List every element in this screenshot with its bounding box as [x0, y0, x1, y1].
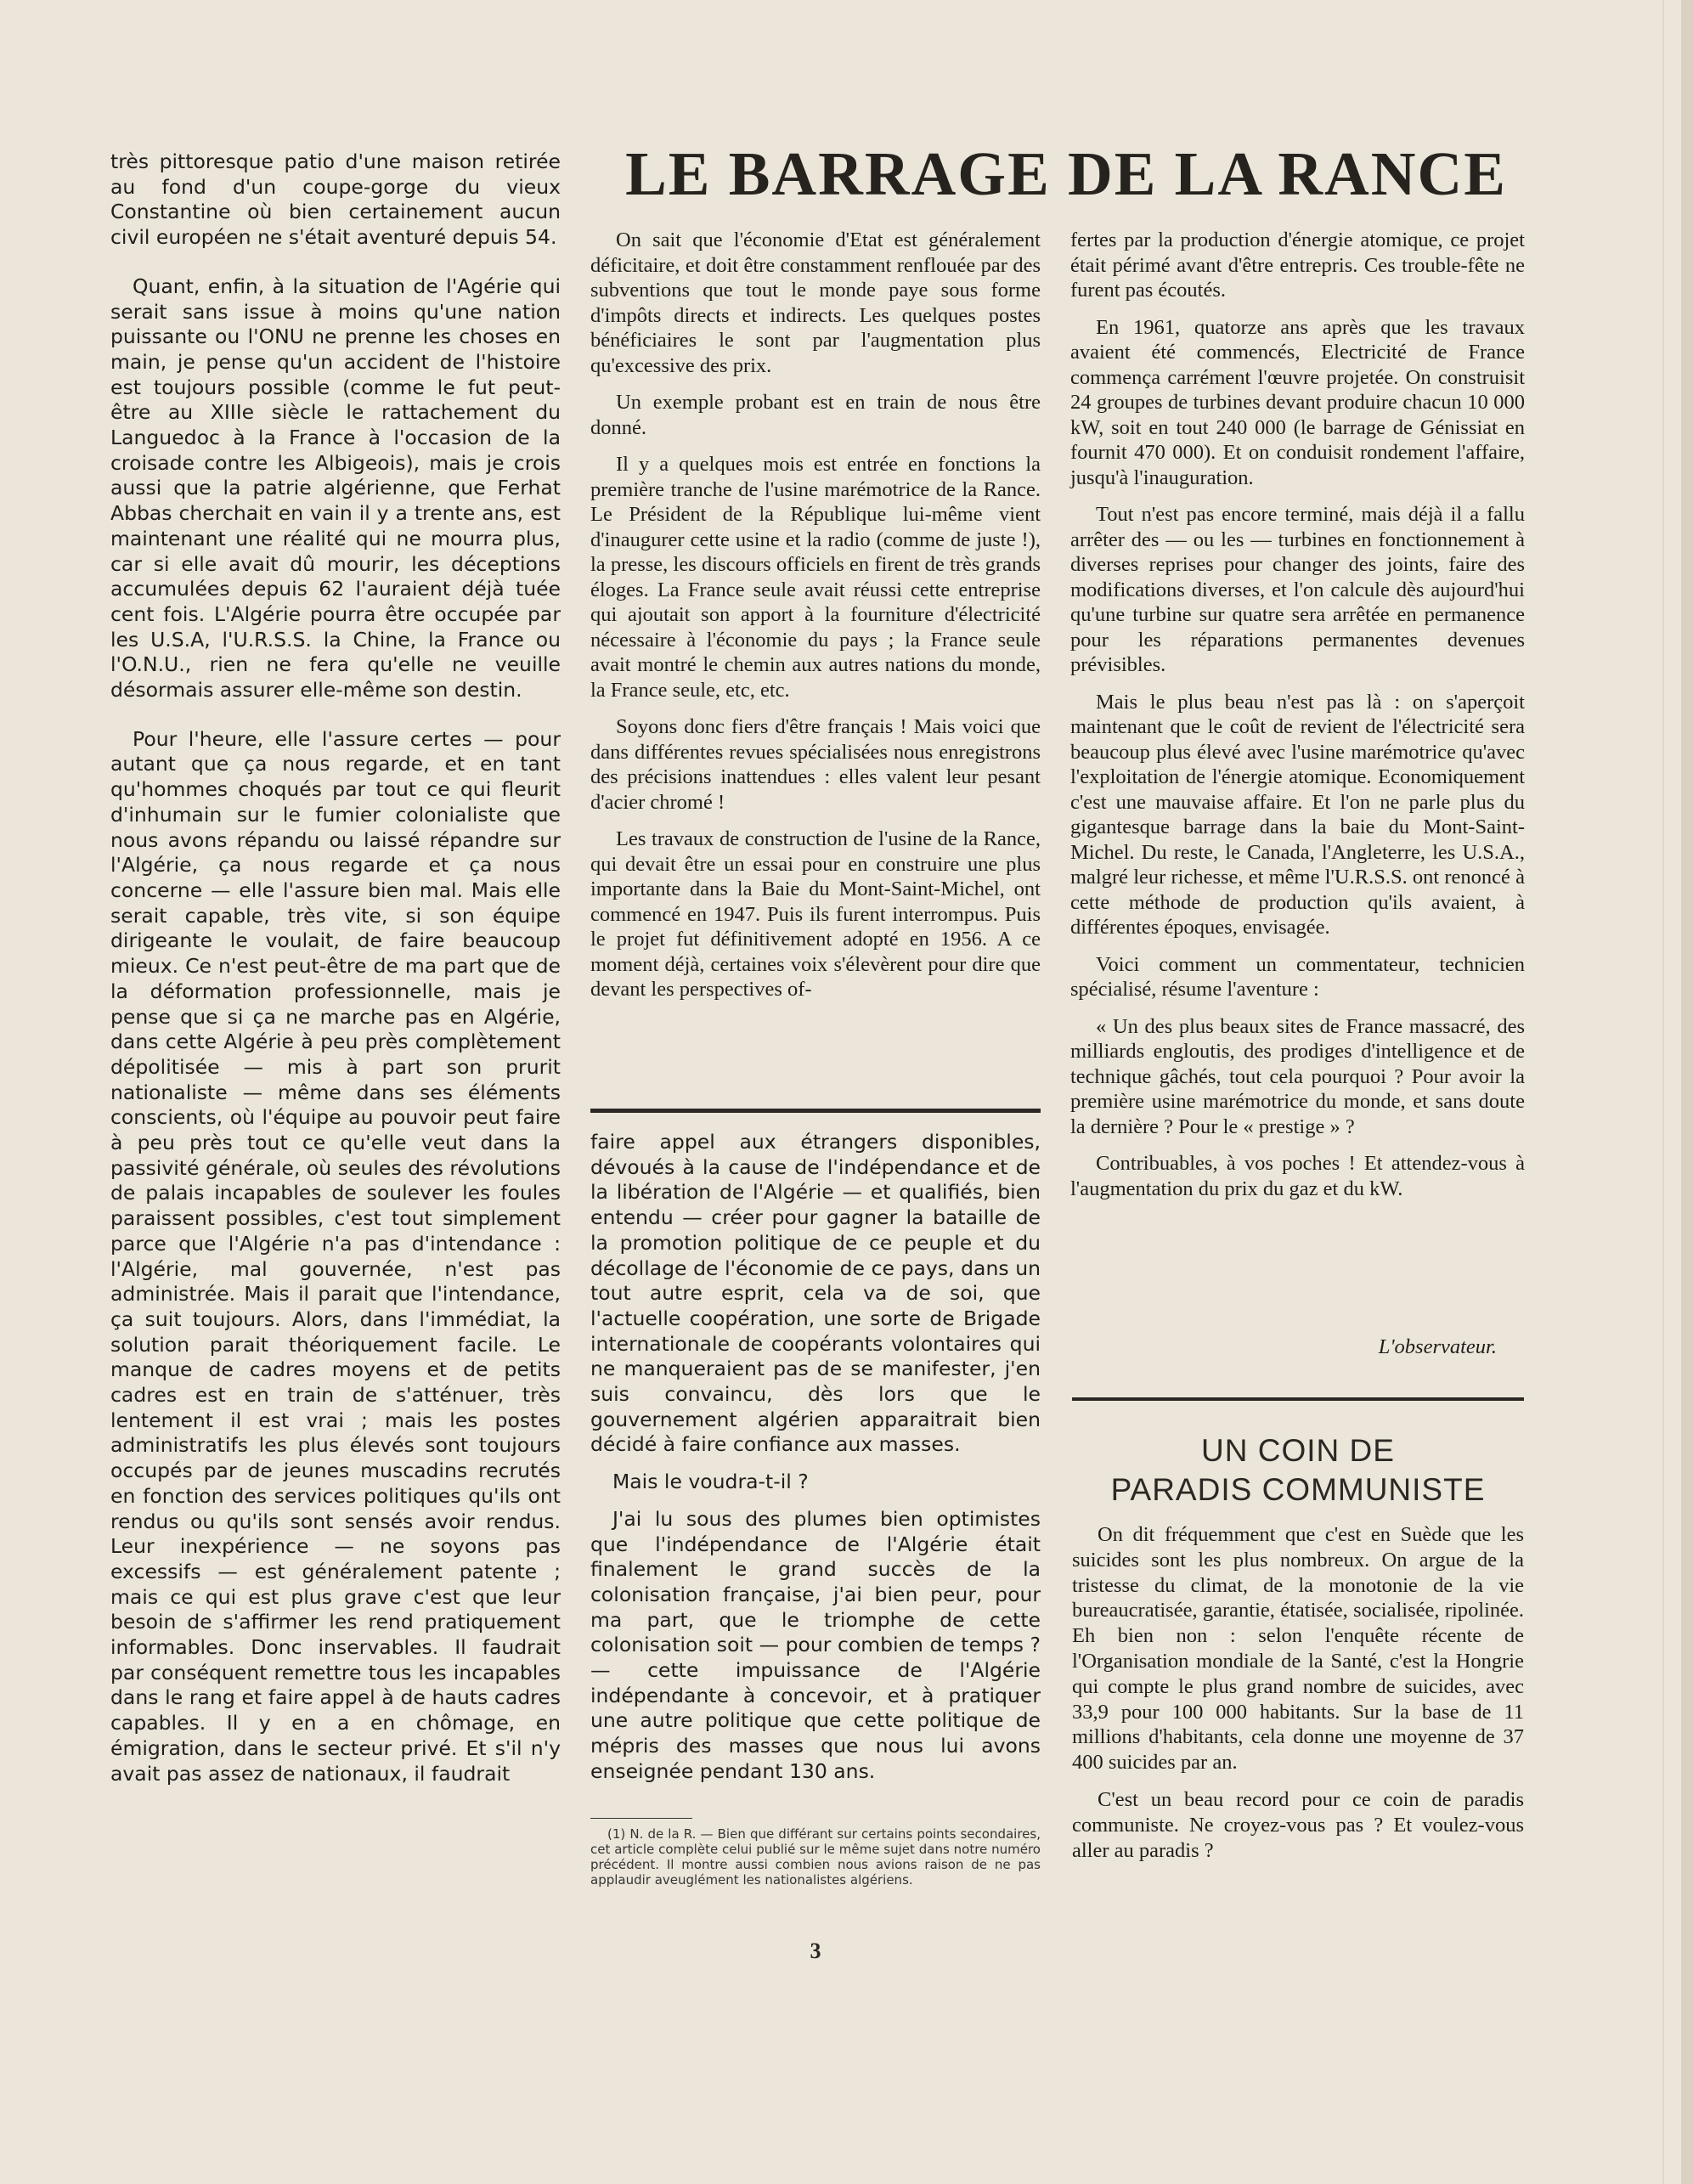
page-number: 3: [810, 1939, 821, 1963]
footnote-rule: [590, 1818, 692, 1819]
paragraph: Voici comment un commentateur, technicien spécialisé, résume l'aventure :: [1070, 952, 1525, 1001]
section-divider: [590, 1109, 1041, 1113]
paragraph: En 1961, quatorze ans après que les travaux avaient été commencés, Electricité de France commença carrément l'œuvre projetée. On construisit 24 groupes de turbines devant produire chacun 10 000 kW, soit en tout 240 000 (le barrage de Génissiat en fournit 470 000). Et on conduisit rondement l'affaire, jusqu'à l'inauguration.: [1070, 315, 1525, 489]
box-title-line: PARADIS COMMUNISTE: [1110, 1472, 1486, 1507]
paragraph: Les travaux de construction de l'usine de la Rance, qui devait être un essai pour en construire une plus importante dans la Baie du Mont-Saint-Michel, ont commencé en 1947. Puis ils furent interrompus. Puis le projet fut définitivement adopté en 1956. A ce moment déjà, certaines voix s'élevèrent pour dire que devant les perspectives of-: [590, 827, 1041, 1001]
barrage-article-column-1: [590, 228, 1041, 1014]
page-fold: [1662, 0, 1664, 2184]
paragraph: Un exemple probant est en train de nous être donné.: [590, 391, 1041, 439]
paragraph: Pour l'heure, elle l'assure certes — pour autant que ça nous regarde, et en tant qu'hommes choqués par tout ce qui fleurit d'inhumain sur le fumier colonialiste que nous avons répandu ou laissé répandre sur l'Algérie, ça nous regarde et ça nous concerne — elle l'assure bien mal. Mais elle serait capable, très vite, si son équipe dirigeante le voulait, de faire beaucoup mieux. Ce n'est peut-être de ma part que de la déformation professionnelle, mais je pense que si ça ne marche pas en Algérie, dans cette Algérie à peu près complètement dépolitisée — mis à part son prurit nationaliste — même dans ses éléments conscients, où l'équipe au pouvoir peut faire à peu près tout ce qu'elle veut dans la passivité générale, où seules des révolutions de palais incapables de soulever les foules paraissent possibles, c'est tout simplement parce que l'Algérie n'a pas d'intendance : l'Algérie, mal gouvernée, n'est pas administrée. Mais il parait que l'intendance, ça suit toujours. Alors, dans l'immédiat, la solution parait théoriquement facile. Le manque de cadres moyens et de petits cadres est en train de s'atténuer, très lentement il est vrai ; mais les postes administratifs les plus élevés sont toujours occupés par de jeunes muscadins recrutés en fonction des services politiques qu'ils ont rendus ou qu'ils sont sensés avoir rendus. Leur inexpérience — ne soyons pas excessifs — est généralement patente ; mais ce qui est plus grave c'est que leur besoin de s'affirmer les rend pratiquement informables. Donc inservables. Il faudrait par conséquent remettre tous les incapables dans le rang et faire appel à de hauts cadres capables. Il y en a en chômage, en émigration, dans le secteur privé. Et s'il n'y avait pas assez de nationaux, il faudrait: [110, 726, 561, 1786]
box-title-line: UN COIN DE: [1201, 1433, 1395, 1468]
algeria-article-continuation: [590, 1130, 1041, 1797]
article-headline: LE BARRAGE DE LA RANCE: [625, 139, 1507, 208]
paragraph: Contribuables, à vos poches ! Et attendez-vous à l'augmentation du prix du gaz et du kW.: [1070, 1152, 1525, 1200]
paragraph: Soyons donc fiers d'être français ! Mais voici que dans différentes revues spécialisées nous enregistrons des précisions inattendues : elles valent leur pesant d'acier chromé !: [590, 715, 1041, 814]
paragraph: Quant, enfin, à la situation de l'Agérie qui serait sans issue à moins qu'une nation puissante ou l'ONU ne prenne les choses en main, je pense qu'un accident de l'histoire est toujours possible (comme le fut peut-être au XIIIe siècle le rattachement du Languedoc à la France à l'occasion de la croisade contre les Albigeois), mais je crois aussi que la patrie algérienne, que Ferhat Abbas cherchait en vain il y a trente ans, est maintenant une réalité qui ne mourra plus, car si elle avait dû mourir, les déceptions accumulées depuis 62 l'auraient déjà tuée cent fois. L'Algérie pourra être occupée par les U.S.A, l'U.R.S.S. la Chine, la France ou l'O.N.U., rien ne fera qu'elle ne veuille désormais assurer elle-même son destin.: [110, 274, 561, 703]
paragraph: On sait que l'économie d'Etat est généralement déficitaire, et doit être constamment renflouée par des subventions que tout le monde paye sous forme d'impôts directs et indirects. Les quelques postes bénéficiaires le sont par l'augmentation plus qu'excessive des prix.: [590, 229, 1041, 377]
paragraph: fertes par la production d'énergie atomique, ce projet était périmé avant d'être entrepris. Ces trouble-fête ne furent pas écoutés.: [1070, 229, 1525, 302]
left-column-article-continuation: [110, 150, 561, 1810]
paragraph: J'ai lu sous des plumes bien optimistes que l'indépendance de l'Algérie était finalement le grand succès de la colonisation française, j'ai bien peur, pour ma part, que le triomphe de cette colonisation soit — pour combien de temps ? — cette impuissance de l'Algérie indépendante à concevoir, et à pratiquer une autre politique que cette politique de mépris des masses que nous lui avons enseignée pendant 130 ans.: [590, 1506, 1041, 1783]
paragraph: Tout n'est pas encore terminé, mais déjà il a fallu arrêter des — ou les — turbines en fonctionnement à diverses reprises pour changer des joints, faire des modifications diverses, et l'on calcule dès aujourd'hui qu'une turbine sur quatre sera arrêtée en permanence pour les réparations permanentes devenues prévisibles.: [1070, 503, 1525, 676]
box-body: [1072, 1522, 1524, 1875]
paragraph: faire appel aux étrangers disponibles, dévoués à la cause de l'indépendance et de la libération de l'Algérie — et qualifiés, bien entendu — créer pour gagner la bataille de la promotion politique de ce peuple et du décollage de l'économie de ce pays, dans un tout autre esprit, cela va de soi, que l'actuelle coopération, une sorte de Brigade internationale de coopérants volontaires qui ne manqueraient pas de se manifester, j'en suis convaincu, dès lors que le gouvernement algérien apparaitrait bien décidé à faire confiance aux masses.: [590, 1130, 1041, 1457]
page-edge: [1681, 0, 1693, 2184]
paragraph: très pittoresque patio d'une maison retirée au fond d'un coupe-gorge du vieux Constantine où bien certainement aucun civil européen ne s'était aventuré depuis 54.: [110, 150, 561, 250]
barrage-article-column-2: [1070, 228, 1525, 1213]
article-signature: L'observateur.: [1378, 1335, 1497, 1358]
box-title: [1072, 1431, 1524, 1510]
paragraph: Il y a quelques mois est entrée en fonctions la première tranche de l'usine marémotrice de la Rance. Le Président de la République lui-même vient d'inaugurer cette usine et la radio (comme de juste !), la presse, les discours officiels en firent de très grands éloges. La France seule avait réussi cette entreprise qui ajoutait son apport à la fourniture d'électricité nécessaire à l'économie du pays ; la France seule avait montré le chemin aux autres nations du monde, la France seule, etc, etc.: [590, 453, 1041, 702]
paragraph: Mais le plus beau n'est pas là : on s'aperçoit maintenant que le coût de revient de l'électricité sera beaucoup plus élevé avec l'usine marémotrice qu'avec l'exploitation de l'énergie atomique. Economiquement c'est une mauvaise affaire. Et l'on ne parle plus du gigantesque barrage dans la baie du Mont-Saint-Michel. Du reste, le Canada, l'Angleterre, les U.S.A., malgré leur richesse, et même l'U.R.S.S. ont renoncé à cette méthode de production qu'ils avaient, à différentes époques, envisagée.: [1070, 690, 1525, 939]
box-divider: [1072, 1397, 1524, 1401]
paragraph: C'est un beau record pour ce coin de paradis communiste. Ne croyez-vous pas ? Et voulez-vous aller au paradis ?: [1072, 1787, 1524, 1862]
quote-paragraph: « Un des plus beaux sites de France massacré, des milliards engloutis, des prodiges d'intelligence et de technique gâchés, tout cela pourquoi ? Pour avoir la première usine marémotrice du monde, et sans doute la dernière ? Pour le « prestige » ?: [1070, 1014, 1525, 1138]
paragraph: On dit fréquemment que c'est en Suède que les suicides sont les plus nombreux. On argue de la tristesse du climat, de la monotonie de la vie bureaucratisée, garantie, étatisée, socialisée, ripolinée. Eh bien non : selon l'enquête récente de l'Organisation mondiale de la Santé, c'est la Hongrie qui compte le plus grand nombre de suicides, avec 33,9 pour 100 000 habitants. Sur la base de 11 millions d'habitants, cela donne une moyenne de 37 400 suicides par an.: [1072, 1523, 1524, 1775]
paragraph: Mais le voudra-t-il ?: [612, 1470, 809, 1494]
footnote: (1) N. de la R. — Bien que différant sur certains points secondaires, cet article complète celui publié sur le même sujet dans notre numéro précédent. Il montre aussi combien nous avions raison de ne pas applaudir aveuglément les nationalistes algériens.: [590, 1826, 1041, 1888]
